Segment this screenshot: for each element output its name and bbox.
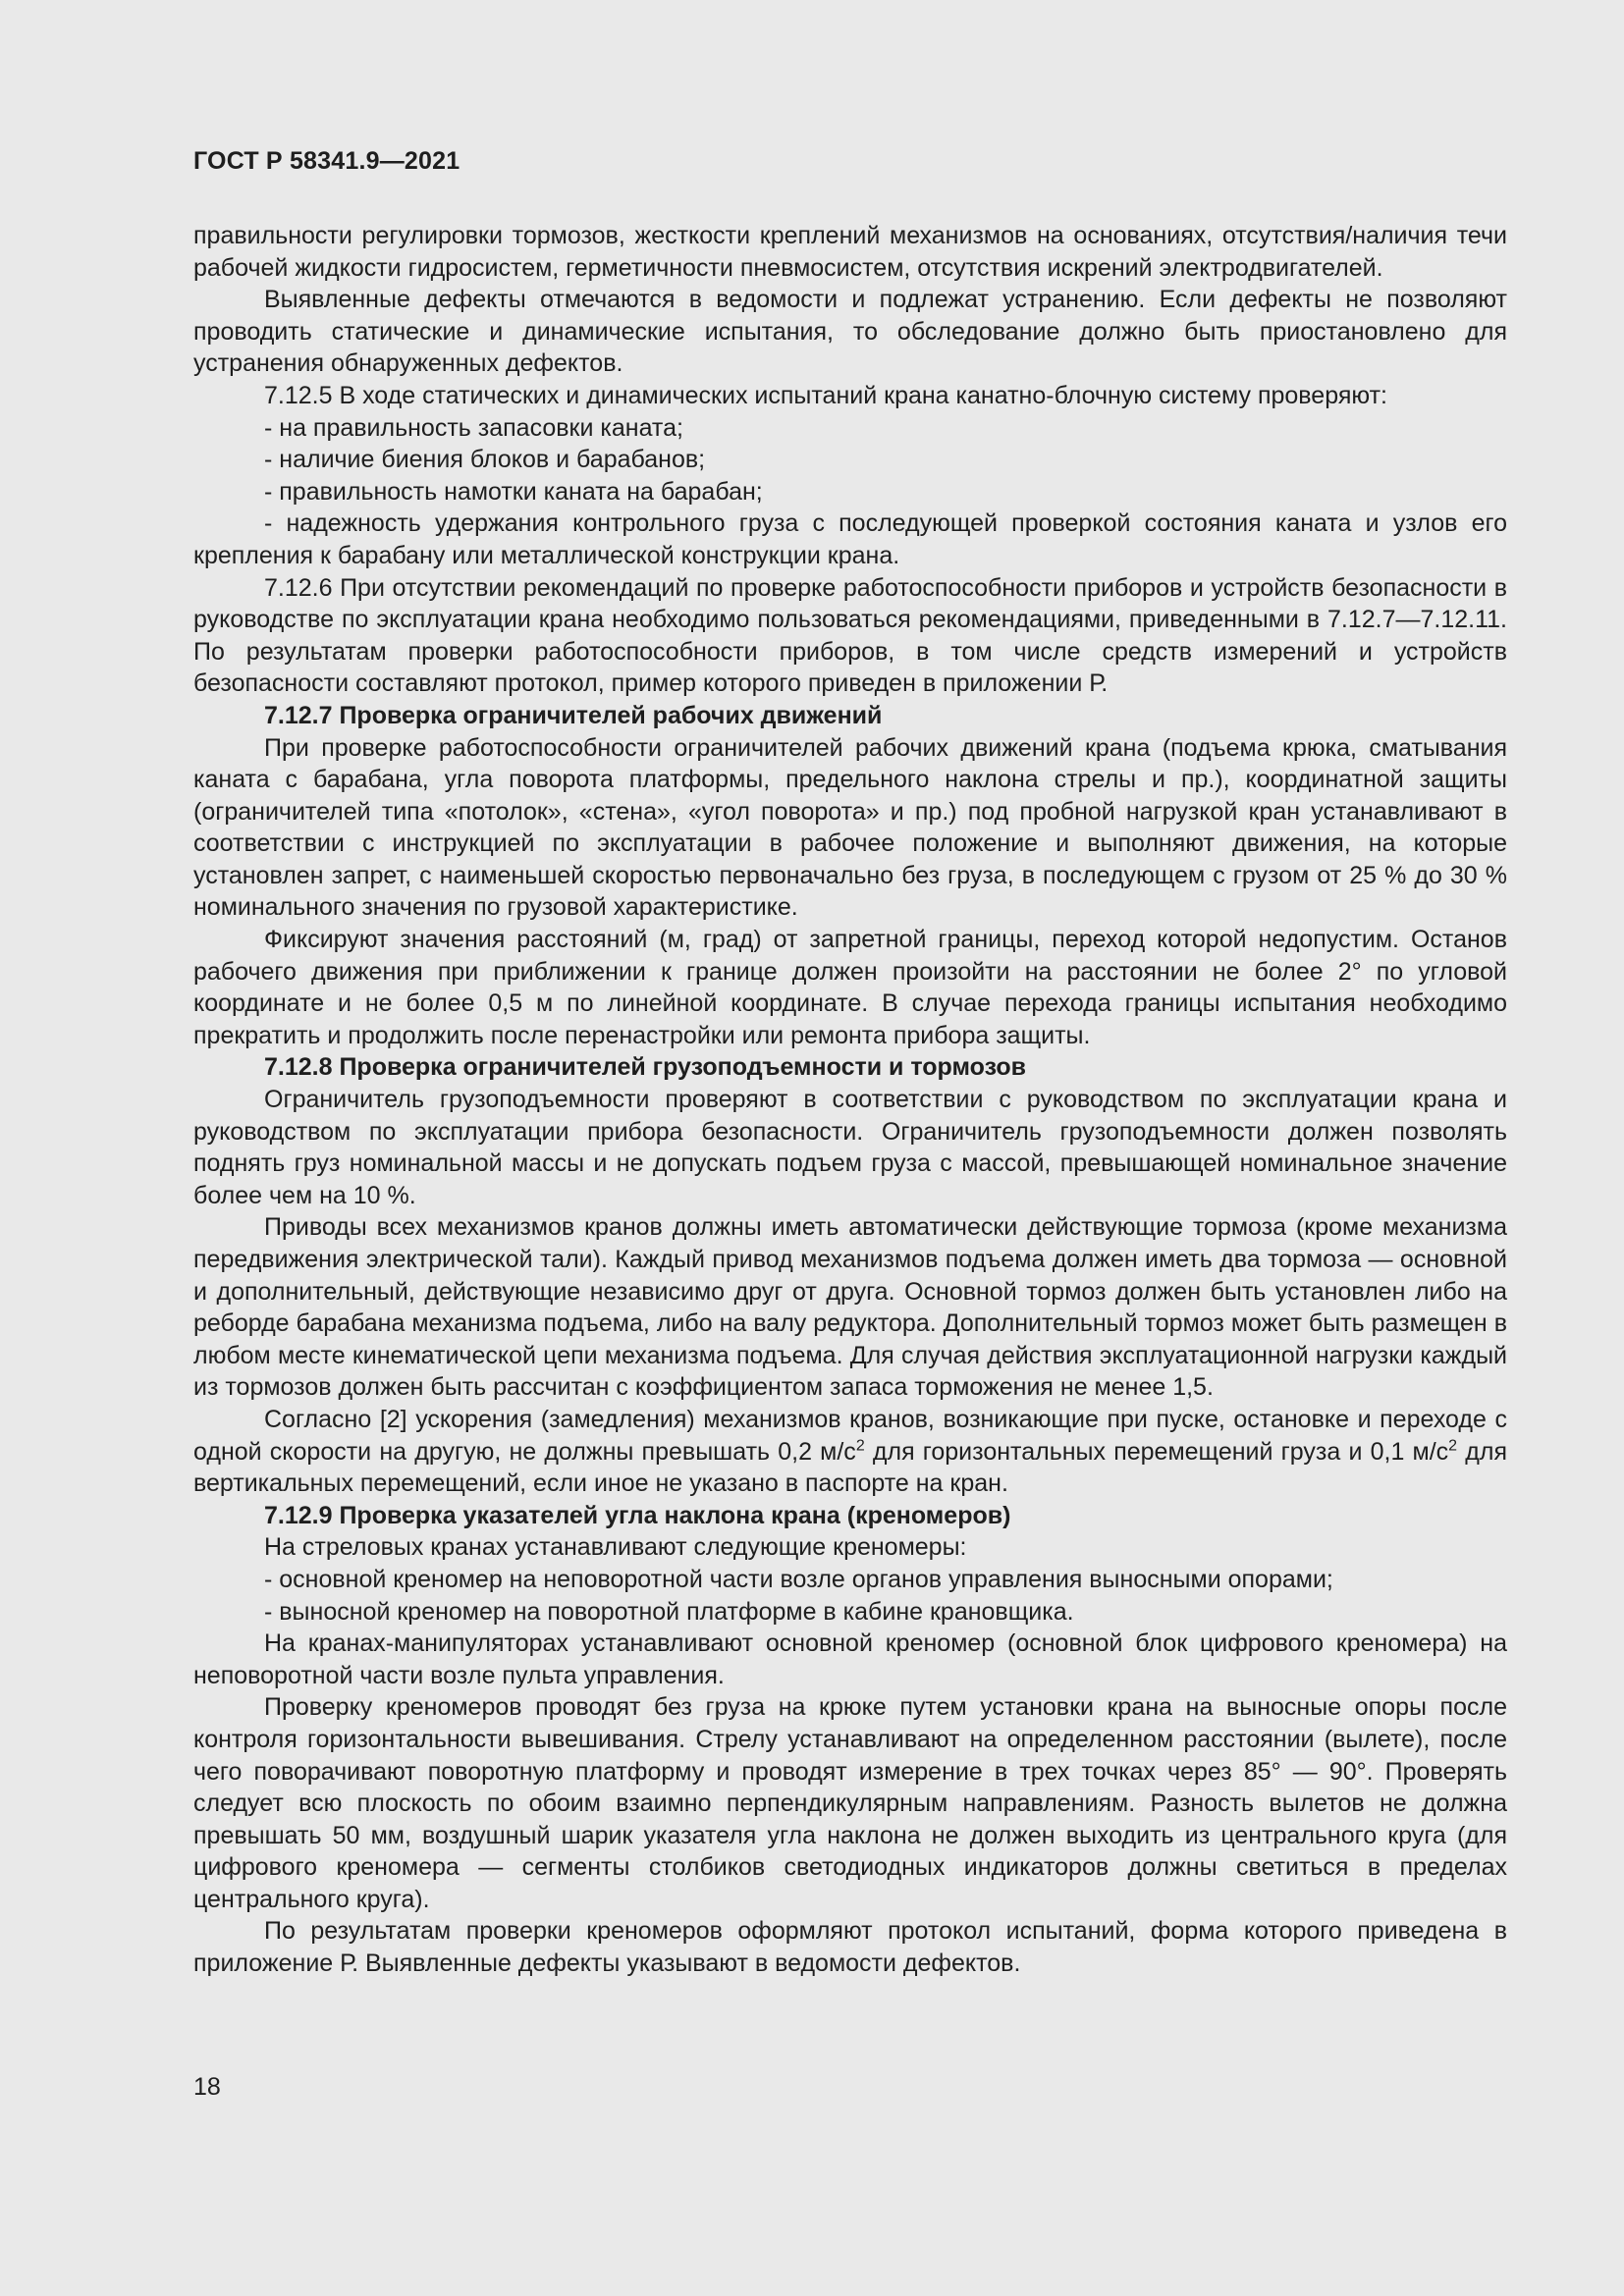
- paragraph: При проверке работоспособности ограничителей рабочих движений крана (подъема крюка, сматывания каната с барабана, угла поворота платформы, предельного наклона стрелы и пр.), координатной защиты (ограничителей типа «потолок», «стена», «угол поворота» и пр.) под пробной нагрузкой кран устанавливают в соответствии с инструкцией по эксплуатации в рабочее положение и выполняют движения, на которые установлен запрет, с наименьшей скоростью первоначально без груза, в последующем с грузом от 25 % до 30 % номинального значения по грузовой характеристике.: [193, 733, 1507, 922]
- section-heading-7-12-9: 7.12.9 Проверка указателей угла наклона крана (креномеров): [264, 1501, 1011, 1529]
- text-run: для горизонтальных перемещений груза и 0,1 м/с: [864, 1437, 1449, 1466]
- section-heading-7-12-7: 7.12.7 Проверка ограничителей рабочих движений: [264, 701, 883, 729]
- paragraph: Проверку креномеров проводят без груза на крюке путем установки крана на выносные опоры после контроля горизонтальности вывешивания. Стрелу устанавливают на определенном расстоянии (вылете), после чего поворачивают поворотную платформу и проводят измерение в трех точках через 85° — 90°. Проверять следует всю плоскость по обоим взаимно перпендикулярным направлениям. Разность вылетов не должна превышать 50 мм, воздушный шарик указателя угла наклона не должен выходить из центрального круга (для цифрового креномера — сегменты столбиков светодиодных индикаторов должны светиться в пределах центрального круга).: [193, 1693, 1507, 1913]
- paragraph: Приводы всех механизмов кранов должны иметь автоматически действующие тормоза (кроме механизма передвижения электрической тали). Каждый привод механизмов подъема должен иметь два тормоза — основной и дополнительный, действующие независимо друг от друга. Основной тормоз должен быть установлен либо на реборде барабана механизма подъема, либо на валу редуктора. Дополнительный тормоз может быть размещен в любом месте кинематической цепи механизма подъема. Для случая действия эксплуатационной нагрузки каждый из тормозов должен быть рассчитан с коэффициентом запаса торможения не менее 1,5.: [193, 1213, 1507, 1402]
- paragraph: Выявленные дефекты отмечаются в ведомости и подлежат устранению. Если дефекты не позволяют проводить статические и динамические испытания, то обследование должно быть приостановлено для устранения обнаруженных дефектов.: [193, 286, 1507, 378]
- paragraph: По результатам проверки креномеров оформляют протокол испытаний, форма которого приведена в приложение Р. Выявленные дефекты указывают в ведомости дефектов.: [193, 1917, 1507, 1978]
- clause-7-12-5: 7.12.5 В ходе статических и динамических испытаний крана канатно-блочную систему проверяют:: [264, 381, 1387, 409]
- paragraph: На стреловых кранах устанавливают следующие креномеры:: [264, 1533, 967, 1562]
- list-item: - надежность удержания контрольного груза с последующей проверкой состояния каната и узлов его крепления к барабану или металлической конструкции крана.: [193, 509, 1507, 569]
- list-item: - правильность намотки каната на барабан;: [264, 477, 763, 506]
- page-number: 18: [193, 2073, 221, 2101]
- paragraph-acceleration: [193, 1404, 1507, 1500]
- list-item: - наличие биения блоков и барабанов;: [264, 446, 706, 474]
- clause-7-12-6: 7.12.6 При отсутствии рекомендаций по проверке работоспособности приборов и устройств безопасности в руководстве по эксплуатации крана необходимо пользоваться рекомендациями, приведенными в 7.12.7—7.12.11. По результатам проверки работоспособности приборов, в том числе средств измерений и устройств безопасности составляют протокол, пример которого приведен в приложении Р.: [193, 573, 1507, 698]
- document-body: [193, 220, 1507, 1980]
- paragraph: На кранах-манипуляторах устанавливают основной креномер (основной блок цифрового креномера) на неповоротной части возле пульта управления.: [193, 1629, 1507, 1689]
- document-code-header: ГОСТ Р 58341.9—2021: [193, 147, 460, 175]
- superscript: 2: [855, 1437, 865, 1455]
- paragraph: правильности регулировки тормозов, жесткости креплений механизмов на основаниях, отсутствия/наличия течи рабочей жидкости гидросистем, герметичности пневмосистем, отсутствия искрений электродвигателей.: [193, 222, 1507, 282]
- list-item: - основной креномер на неповоротной части возле органов управления выносными опорами;: [264, 1565, 1333, 1593]
- text-run: Согласно [2] ускорения (замедления) механизмов кранов, возникающие при пуске, остановке и переходе с одной скорости на другую, не должны превышать 0,2 м/с: [193, 1405, 1507, 1466]
- section-heading-7-12-8: 7.12.8 Проверка ограничителей грузоподъемности и тормозов: [264, 1053, 1027, 1082]
- paragraph: Фиксируют значения расстояний (м, град) от запретной границы, переход которой недопустим. Останов рабочего движения при приближении к границе должен произойти на расстоянии не более 2° по угловой координате и не более 0,5 м по линейной координате. В случае перехода границы испытания необходимо прекратить и продолжить после перенастройки или ремонта прибора защиты.: [193, 926, 1507, 1049]
- paragraph: Ограничитель грузоподъемности проверяют в соответствии с руководством по эксплуатации крана и руководством по эксплуатации прибора безопасности. Ограничитель грузоподъемности должен позволять поднять груз номинальной массы и не допускать подъем груза с массой, превышающей номинальное значение более чем на 10 %.: [193, 1086, 1507, 1209]
- text-run: для вертикальных перемещений, если иное не указано в паспорте на кран.: [193, 1437, 1507, 1498]
- superscript: 2: [1448, 1437, 1458, 1455]
- list-item: - выносной креномер на поворотной платформе в кабине крановщика.: [264, 1597, 1074, 1626]
- list-item: - на правильность запасовки каната;: [264, 413, 683, 442]
